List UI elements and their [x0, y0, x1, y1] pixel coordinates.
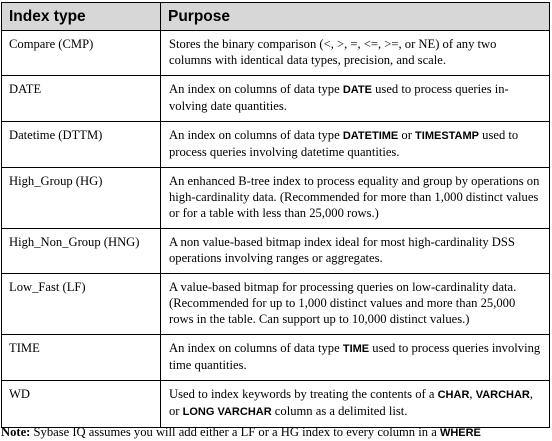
purpose-text: used to process queries involving date quantities.	[169, 82, 509, 113]
note-paragraph	[1, 424, 552, 441]
index-type-cell: TIME	[2, 335, 161, 381]
purpose-text: An index on columns of data type	[169, 82, 343, 96]
purpose-cell	[161, 76, 550, 122]
data-type-code: CHAR	[437, 389, 470, 401]
header-index-type: Index type	[2, 3, 161, 31]
index-types-table	[1, 2, 550, 428]
purpose-text: Used to index keywords by treating the contents of a	[169, 387, 438, 401]
data-type-code: VARCHAR	[475, 389, 530, 401]
table-row	[2, 122, 550, 168]
table-body	[2, 31, 550, 428]
data-type-code: DATETIME	[342, 130, 399, 142]
purpose-cell	[161, 229, 550, 274]
table-header-row	[2, 3, 550, 31]
purpose-text: used to process queries involving time quantities.	[169, 341, 541, 372]
index-type-cell: Datetime (DTTM)	[2, 122, 161, 168]
index-type-cell: WD	[2, 381, 161, 428]
table-row	[2, 381, 550, 428]
purpose-cell	[161, 168, 550, 229]
purpose-text: , or	[169, 387, 534, 418]
data-type-code: TIMESTAMP	[415, 130, 480, 142]
index-type-cell: High_Group (HG)	[2, 168, 161, 229]
purpose-text: used to process queries involving datetime quantities.	[169, 128, 519, 159]
purpose-text: An index on columns of data type	[169, 128, 343, 142]
note-code: WHERE	[439, 427, 481, 439]
note-label: Note:	[1, 425, 31, 439]
table-row	[2, 335, 550, 381]
header-purpose: Purpose	[161, 3, 550, 31]
purpose-text: ,	[469, 387, 476, 401]
data-type-code: TIME	[342, 343, 370, 355]
table-row	[2, 274, 550, 335]
data-type-code: DATE	[342, 84, 372, 96]
purpose-cell	[161, 274, 550, 335]
purpose-cell	[161, 381, 550, 428]
data-type-code: LONG VARCHAR	[182, 406, 272, 418]
purpose-text: or	[398, 128, 416, 142]
note-text: Sybase IQ assumes you will add either a LF or a HG index to every column in a	[30, 425, 440, 439]
purpose-text: Stores the binary comparison (<, >, =, <=, >=, or NE) of any two columns with identical data types, precision, and scale.	[169, 37, 497, 67]
table-row	[2, 76, 550, 122]
purpose-cell	[161, 31, 550, 76]
table-row	[2, 31, 550, 76]
purpose-text: column as a delimited list.	[271, 404, 408, 418]
table-row	[2, 229, 550, 274]
index-type-cell: Low_Fast (LF)	[2, 274, 161, 335]
index-type-cell: Compare (CMP)	[2, 31, 161, 76]
purpose-text: An enhanced B-tree index to process equality and group by operations on high-cardinality data. (Recommended for more than 1,000 distinct values or for a table with less than 25,000 rows.)	[169, 174, 540, 220]
table-row	[2, 168, 550, 229]
purpose-text: A value-based bitmap for processing queries on low-cardinality data. (Recommended for up to 1,000 distinct values and more than 25,000 rows in the table. Can support up to 10,000 distinct values.)	[169, 280, 517, 326]
purpose-cell	[161, 122, 550, 168]
purpose-text: A non value-based bitmap index ideal for most high-cardinality DSS operations involving ranges or aggregates.	[169, 235, 515, 265]
purpose-cell	[161, 335, 550, 381]
purpose-text: An index on columns of data type	[169, 341, 343, 355]
index-type-cell: DATE	[2, 76, 161, 122]
index-type-cell: High_Non_Group (HNG)	[2, 229, 161, 274]
